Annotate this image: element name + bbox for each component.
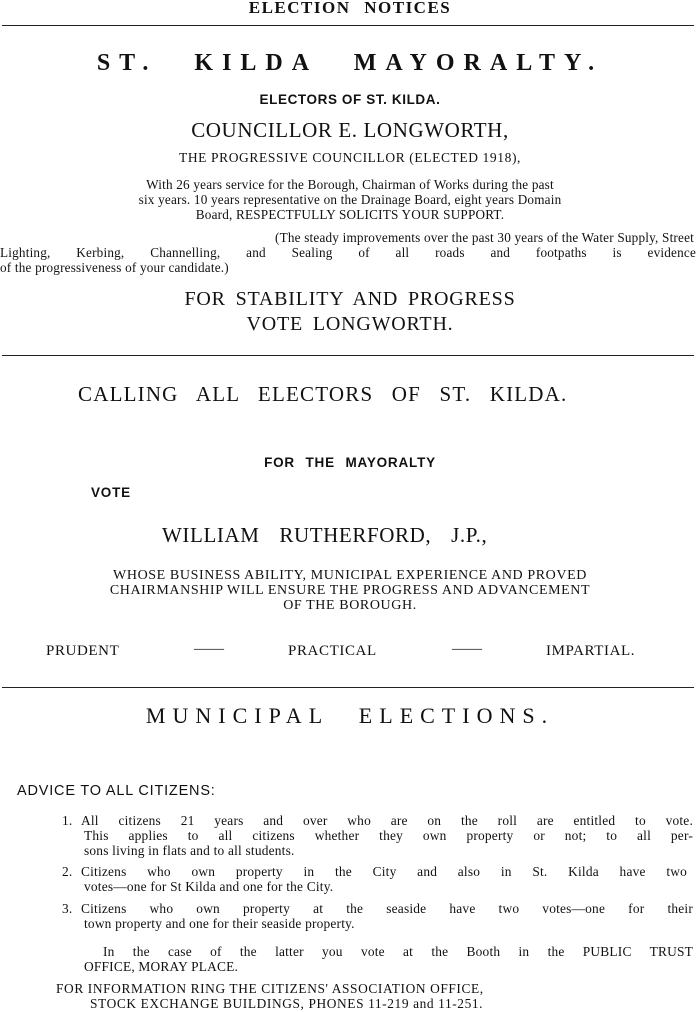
notice1-body-line: Board, RESPECTFULLY SOLICITS YOUR SUPPORT. [195,207,505,222]
notice2-vote-label: VOTE [91,485,131,500]
advice-item-line: All citizens 21 years and over who are on the roll are entitled to vote. [81,813,693,828]
notice1-tagline: THE PROGRESSIVE COUNCILLOR (ELECTED 1918), [178,150,522,165]
notice1-note-line: Lighting, Kerbing, Channelling, and Sealing of all roads and footpaths is evidence [0,245,696,260]
notice1-title: ST. KILDA MAYORALTY. [96,50,604,76]
advice-item-line: Citizens who own property in the City and also in St. Kilda have two [81,864,687,879]
advice-item-number: 3. [62,901,73,916]
notice1-slogan-line: VOTE LONGWORTH. [246,313,454,335]
advice-item-line: town property and one for their seaside property. [84,916,355,931]
info-line: STOCK EXCHANGE BUILDINGS, PHONES 11-219 and 11-251. [90,996,484,1011]
notice2-body-line: CHAIRMANSHIP WILL ENSURE THE PROGRESS AND ADVANCEMENT [109,583,591,598]
advice-item-line: votes—one for St Kilda and one for the City. [84,879,334,894]
notice2-separator: —— [452,641,482,657]
advice-item-line: sons living in flats and to all students. [84,843,295,858]
notice1-body-line: With 26 years service for the Borough, Chairman of Works during the past [146,177,554,192]
notice2-for-line: FOR THE MAYORALTY [264,455,436,470]
notice2-body-line: WHOSE BUSINESS ABILITY, MUNICIPAL EXPERIENCE AND PROVED [113,568,587,583]
notice1-body-line: six years. 10 years representative on the Drainage Board, eight years Domain [138,192,562,207]
notice1-rule [2,355,694,356]
notice1-note-line: of the progressiveness of your candidate.) [0,260,229,275]
notice2-quality: PRACTICAL [288,643,377,659]
notice1-subtitle: ELECTORS OF ST. KILDA. [259,92,441,107]
notice1-note-line: (The steady improvements over the past 30 years of the Water Supply, Street [275,230,694,245]
notice1-candidate: COUNCILLOR E. LONGWORTH, [191,118,509,142]
advice-item-number: 2. [62,864,73,879]
notice2-body-line: OF THE BOROUGH. [283,598,417,613]
advice-item-line: This applies to all citizens whether they own property or not; to all per- [84,828,693,843]
notice2-separator: —— [194,641,224,657]
advice-item-number: 1. [62,813,73,828]
notice2-title: CALLING ALL ELECTORS OF ST. KILDA. [78,382,568,406]
notice2-quality: PRUDENT [46,643,120,659]
header-rule [2,25,694,26]
info-line: FOR INFORMATION RING THE CITIZENS' ASSOCIATION OFFICE, [56,981,484,996]
booth-line: In the case of the latter you vote at the Booth in the PUBLIC TRUST [103,944,693,959]
section-header: ELECTION NOTICES [248,0,452,17]
notice3-advice-heading: ADVICE TO ALL CITIZENS: [17,783,216,799]
notice2-quality: IMPARTIAL. [546,643,636,659]
notice2-candidate: WILLIAM RUTHERFORD, J.P., [162,523,488,547]
notice3-title: MUNICIPAL ELECTIONS. [145,703,555,728]
advice-item-line: Citizens who own property at the seaside have two votes—one for their [81,901,693,916]
notice2-rule [2,687,694,688]
notice1-slogan-line: FOR STABILITY AND PROGRESS [184,288,516,310]
booth-line: OFFICE, MORAY PLACE. [84,959,239,974]
